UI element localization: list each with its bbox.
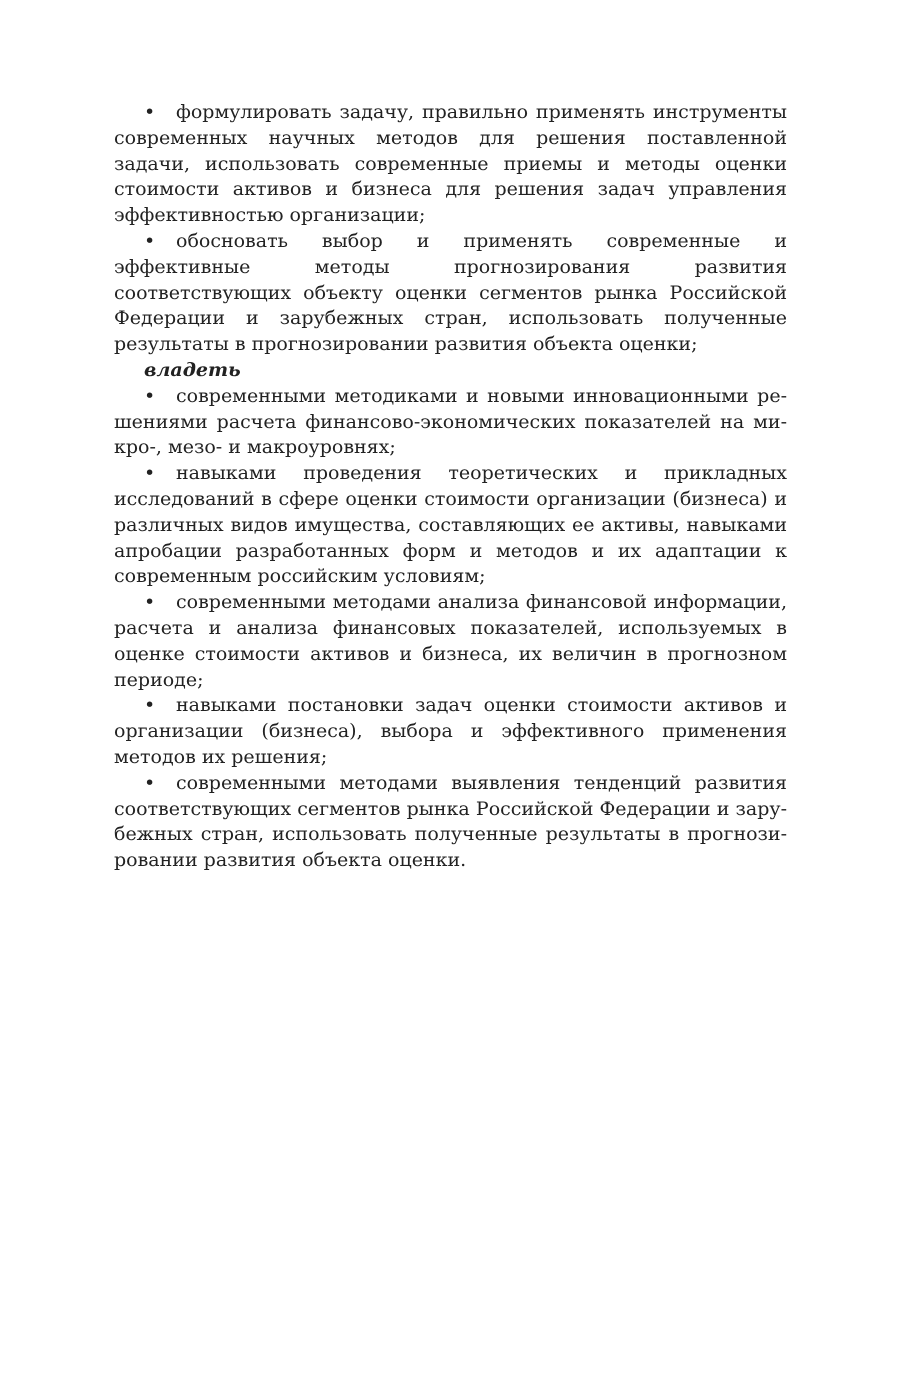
list-item: [114, 100, 787, 229]
bullet-icon: •: [144, 694, 156, 717]
section-heading: владеть: [144, 358, 241, 381]
bullet-icon: •: [144, 462, 156, 485]
list-item: [114, 771, 787, 874]
list-item: [114, 461, 787, 590]
list-item-text: формулировать задачу, правильно применять инструменты современных научных методов для решения поставленной задачи, использовать современные приемы и методы оценки стоимости активов и бизнеса для решения задач управления эффективностью организации;: [114, 101, 787, 227]
bullet-icon: •: [144, 101, 156, 123]
list-item: [114, 384, 787, 461]
list-item-text: обосновать выбор и применять современные и эффективные методы прогнозирования развития соответствующих объекту оценки сегментов рынка Российской Федерации и зарубежных стран, использовать полученные результаты в прогнозировании развития объекта оценки;: [114, 229, 787, 356]
document-page: [114, 100, 787, 874]
list-item: [114, 693, 787, 770]
list-item-text: современными методиками и новыми инновационными решениями расчета финансово-экономических показателей на микро-, мезо- и макроуровнях;: [114, 384, 787, 459]
bullet-icon: •: [144, 771, 156, 794]
list-item-text: навыками проведения теоретических и прикладных исследований в сфере оценки стоимости организации (бизнеса) и различных видов имущества, составляющих ее активы, навыками апробации разработанных форм и методов и их адаптации к современным российским условиям;: [114, 462, 787, 588]
list-item-text: современными методами выявления тенденций развития соответствующих сегментов рынка Российской Федерации и зарубежных стран, использовать полученные результаты в прогнозировании развития объекта оценки.: [114, 771, 787, 872]
bullet-icon: •: [144, 384, 156, 407]
list-item-text: современными методами анализа финансовой информации, расчета и анализа финансовых показателей, используемых в оценке стоимости активов и бизнеса, их величин в прогнозном периоде;: [114, 591, 787, 691]
list-item: [114, 229, 787, 358]
list-item: [114, 590, 787, 693]
bullet-icon: •: [144, 229, 156, 252]
list-item-text: навыками постановки задач оценки стоимости активов и организации (бизнеса), выбора и эффективного применения методов их решения;: [114, 694, 787, 768]
bullet-icon: •: [144, 591, 156, 614]
